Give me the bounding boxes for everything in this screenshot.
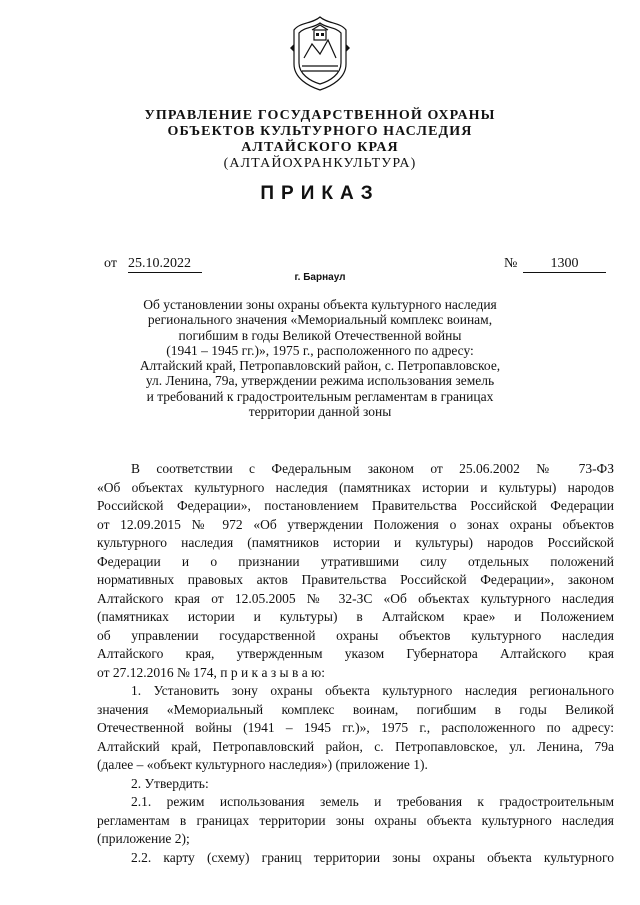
body-line: (далее – «объект культурного наследия») (приложение 1).	[97, 757, 428, 772]
body-line: регламентам в границах территории зоны охраны объекта культурного наследия	[97, 812, 614, 828]
subject-line: Об установлении зоны охраны объекта культурного наследия	[143, 297, 497, 312]
subject-line: (1941 – 1945 гг.)», 1975 г., расположенного по адресу:	[166, 342, 474, 358]
organization-name-line-2: ОБЪЕКТОВ КУЛЬТУРНОГО НАСЛЕДИЯ	[167, 124, 473, 139]
order-title: ПРИКАЗ	[260, 183, 380, 204]
number-sign: №	[504, 256, 518, 271]
body-line: (приложение 2);	[97, 831, 190, 846]
body-line: Российской Федерации», постановлением Правительства Российской Федерации	[97, 498, 614, 513]
organization-short-name: (АЛТАЙОХРАНКУЛЬТУРА)	[223, 156, 417, 171]
body-line: Алтайского края, утвержденным указом Губернатора Алтайского края	[97, 646, 614, 661]
body-line: от 27.12.2016 № 174, п р и к а з ы в а ю:	[97, 664, 325, 680]
body-line: Федерации и о признании утратившими силу отдельных положений	[97, 553, 614, 569]
body-line: Алтайского края от 12.05.2005 № 32-ЗС «Об объектах культурного наследия	[97, 590, 614, 606]
order-number: 1300	[523, 256, 606, 273]
body-line: 2. Утвердить:	[131, 775, 209, 791]
subject-line: регионального значения «Мемориальный комплекс воинам,	[147, 312, 493, 328]
body-line: Отечественной войны (1941 – 1945 гг.)», 1975 г., расположенного по адресу:	[97, 720, 614, 735]
body-line: от 12.09.2015 № 972 «Об утверждении Положения о зонах охраны объектов	[97, 516, 614, 532]
city-name: г. Барнаул	[294, 272, 346, 283]
subject-line: погибшим в годы Великой Отечественной войны	[178, 327, 462, 343]
body-line: В соответствии с Федеральным законом от 25.06.2002 № 73-ФЗ	[131, 461, 614, 476]
body-line: 2.1. режим использования земель и требования к градостроительным	[131, 794, 614, 809]
body-line: 1. Установить зону охраны объекта культурного наследия регионального	[131, 683, 614, 698]
organization-name-line-3: АЛТАЙСКОГО КРАЯ	[241, 140, 399, 155]
order-date: 25.10.2022	[128, 256, 202, 273]
coat-of-arms-emblem-icon	[290, 14, 350, 92]
body-line: 2.2. карту (схему) границ территории зоны охраны объекта культурного	[131, 849, 614, 865]
subject-line: ул. Ленина, 79а, утверждении режима использования земель	[145, 373, 495, 389]
subject-line: и требований к градостроительным регламентам в границах	[146, 388, 494, 404]
body-line: значения «Мемориальный комплекс воинам, погибшим в годы Великой	[97, 701, 614, 717]
date-prefix: от	[104, 256, 117, 271]
body-line: Алтайский край, Петропавловский район, с. Петропавловское, ул. Ленина, 79а	[97, 738, 614, 754]
body-line: об управлении государственной охраны объектов культурного наследия	[97, 627, 614, 643]
body-line: культурного наследия (памятников истории и культуры) народов Российской	[97, 535, 614, 550]
subject-line: территории данной зоны	[248, 404, 392, 420]
order-body-text	[97, 460, 614, 867]
body-line: (памятниках истории и культуры) в Алтайском крае» и Положением	[97, 609, 614, 624]
subject-line: Алтайский край, Петропавловский район, с. Петропавловское,	[139, 358, 501, 374]
body-line: «Об объектах культурного наследия (памятниках истории и культуры) народов	[97, 479, 614, 495]
order-subject	[100, 297, 540, 419]
body-line: нормативных правовых актов Правительства Российской Федерации», законом	[97, 572, 614, 587]
organization-name-line-1: УПРАВЛЕНИЕ ГОСУДАРСТВЕННОЙ ОХРАНЫ	[144, 108, 496, 123]
